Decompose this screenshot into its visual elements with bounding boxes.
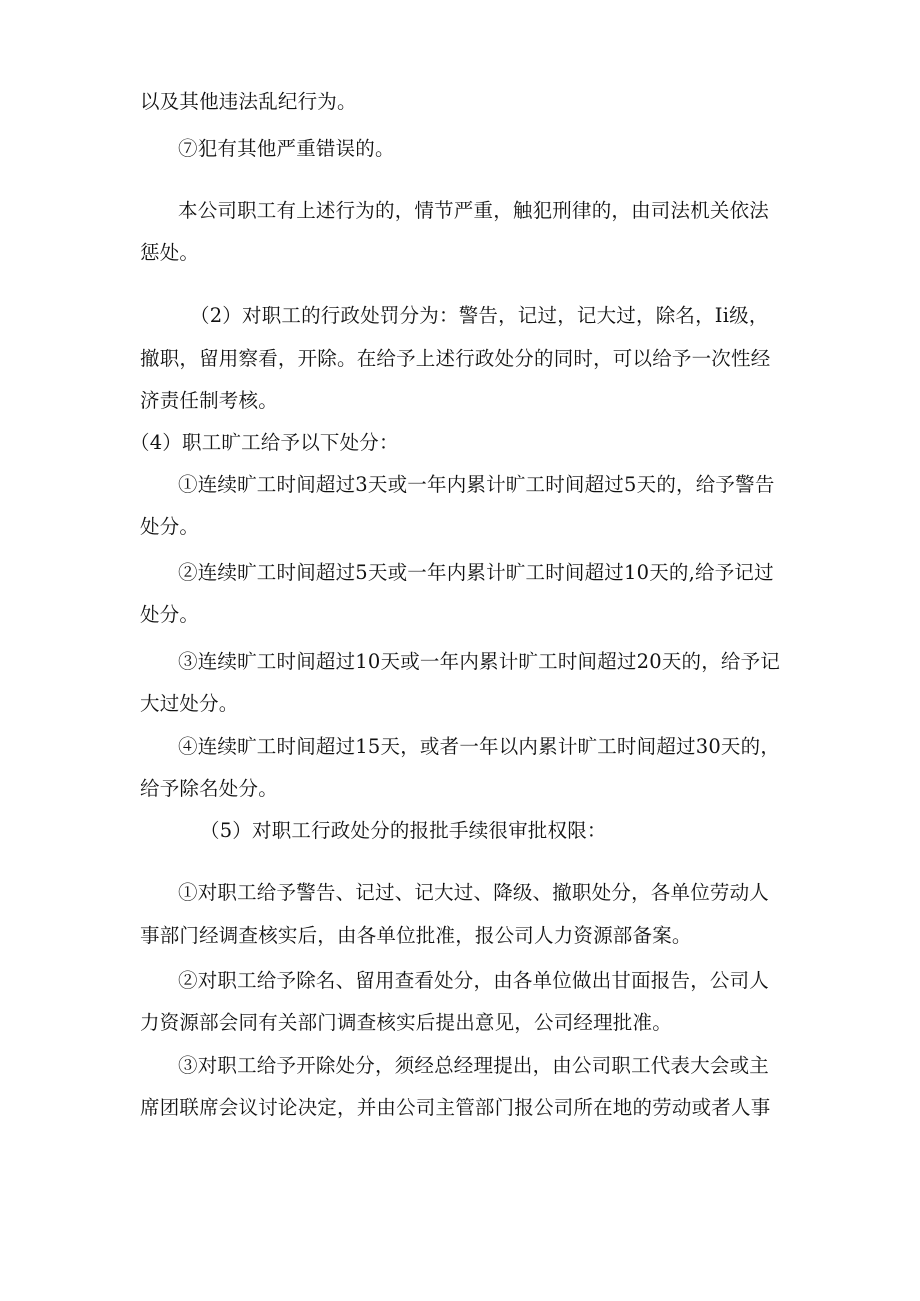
text-line: ③连续旷工时间超过10天或一年内累计旷工时间超过20天的，给予记 <box>178 650 781 673</box>
text-line: 事部门经调查核实后，由各单位批准，报公司人力资源部备案。 <box>140 924 692 947</box>
text-line: 给予除名处分。 <box>140 777 278 800</box>
text-line: 处分。 <box>140 515 200 538</box>
text-line: 力资源部会同有关部门调查核实后提出意见，公司经理批准。 <box>140 1011 672 1034</box>
text-line: 处分。 <box>140 603 200 626</box>
text-line: （4）职工旷工给予以下处分： <box>130 431 399 454</box>
text-line: 撤职，留用察看，开除。在给予上述行政处分的同时，可以给予一次性经 <box>140 347 771 370</box>
text-line: ②连续旷工时间超过5天或一年内累计旷工时间超过10天的,给予记过 <box>178 561 774 584</box>
text-line: 本公司职工有上述行为的，情节严重，触犯刑律的，由司法机关依法 <box>178 199 770 222</box>
text-line: ①连续旷工时间超过3天或一年内累计旷工时间超过5天的，给予警告 <box>178 473 775 496</box>
text-line: ①对职工给予警告、记过、记大过、降级、撤职处分，各单位劳动人 <box>178 881 770 904</box>
text-line: ④连续旷工时间超过15天，或者一年以内累计旷工时间超过30天的， <box>178 735 781 758</box>
text-line: （2）对职工的行政处罚分为：警告，记过，记大过，除名，Ii级， <box>190 304 769 327</box>
text-line: 济责任制考核。 <box>140 389 278 412</box>
text-line: ⑦犯有其他严重错误的。 <box>178 137 395 160</box>
section-heading: （5）对职工行政处分的报批手续很审批权限： <box>200 819 607 842</box>
text-line: ③对职工给予开除处分，须经总经理提出，由公司职工代表大会或主 <box>178 1054 770 1077</box>
text-line: ②对职工给予除名、留用查看处分，由各单位做出甘面报告，公司人 <box>178 969 770 992</box>
text-line: 以及其他违法乱纪行为。 <box>140 90 357 113</box>
text-line: 席团联席会议讨论决定，并由公司主管部门报公司所在地的劳动或者人事 <box>140 1096 771 1119</box>
text-line: 大过处分。 <box>140 692 239 715</box>
text-line: 惩处。 <box>140 241 200 264</box>
